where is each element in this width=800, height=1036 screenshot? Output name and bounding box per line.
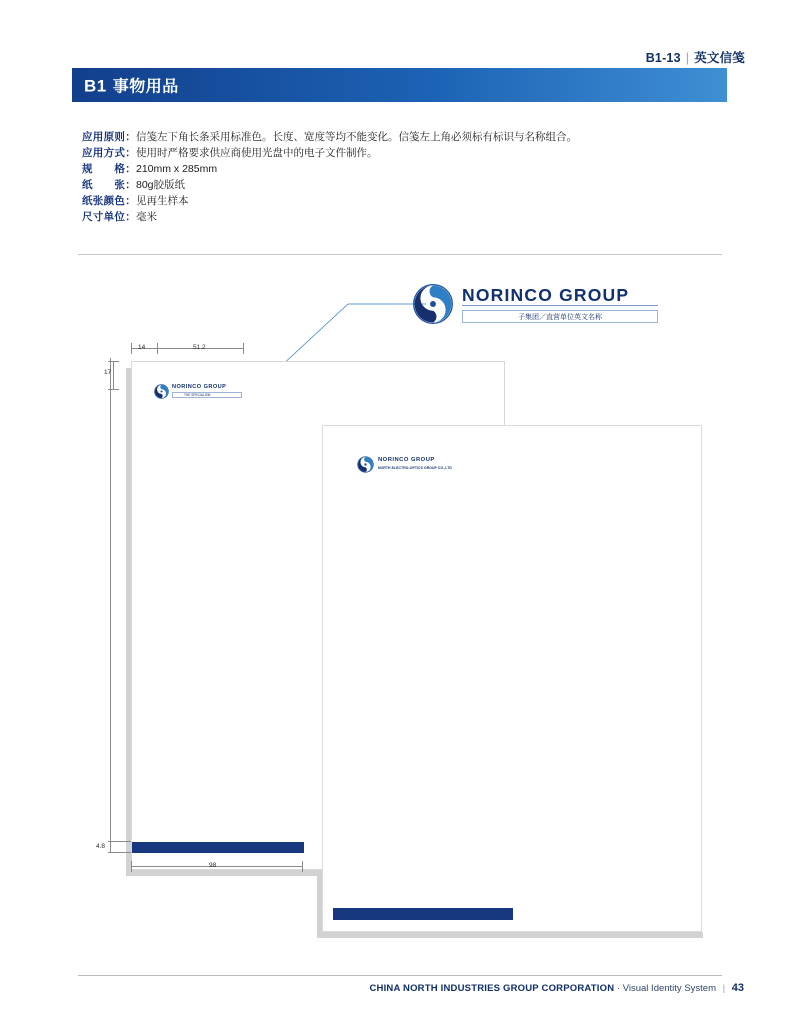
dim-tick: [108, 841, 131, 842]
dim-tick: [108, 389, 119, 390]
spec-label: 应用原则：: [82, 131, 136, 143]
sheet-back-logo: [154, 384, 274, 402]
header-code: B1-13: [645, 51, 681, 65]
footer-separator: |: [722, 983, 726, 994]
sheet-back-logo-subtitle: THE SPECIALISM: [184, 392, 211, 397]
header-section: 英文信笺: [694, 51, 745, 65]
spec-label: 应用方式：: [82, 147, 136, 159]
page-footer: [369, 982, 744, 994]
hero-logo-subtitle-box: [462, 310, 658, 323]
spec-label: 规 格：: [82, 163, 136, 175]
spec-value: 信笺左下角长条采用标准色。长度、宽度等均不能变化。信笺左上角必须标有标识与名称组合。: [136, 131, 577, 143]
sheet-back-logo-name: NORINCO GROUP: [172, 384, 227, 390]
spec-label: 纸张颜色：: [82, 195, 136, 207]
spec-value: 使用时严格要求供应商使用光盘中的电子文件制作。: [136, 147, 378, 159]
dim-tick: [108, 361, 119, 362]
norinco-mark-icon: [412, 283, 454, 325]
spec-label: 尺寸单位：: [82, 211, 136, 223]
spec-value: 毫米: [136, 211, 157, 223]
dim-label-17: 17: [104, 369, 112, 376]
dim-label-4-8: 4.8: [96, 843, 106, 850]
sheet-front-logo-subtitle: NORTH ELECTRO-OPTICS GROUP CO.,LTD: [378, 466, 452, 470]
dim-label-14: 14: [138, 344, 146, 351]
hero-logo-subtitle: 子集团／直营单位英文名称: [518, 313, 602, 321]
hero-logo-underline: [462, 305, 658, 306]
letterhead-sheet-front: [322, 425, 702, 932]
spec-value: 见再生样本: [136, 195, 189, 207]
section-code: B1: [84, 76, 107, 96]
dim-label-51-2: 51.2: [193, 344, 206, 351]
sheet-front-logo-name: NORINCO GROUP: [378, 457, 435, 463]
spec-label: 纸 张：: [82, 179, 136, 191]
sheet-front-logo: [357, 456, 487, 476]
norinco-mark-icon: [154, 384, 169, 399]
footer-page-number: 43: [731, 982, 744, 994]
dim-tick: [302, 861, 303, 872]
dim-tick: [131, 861, 132, 872]
footer-company: CHINA NORTH INDUSTRIES GROUP CORPORATION: [369, 983, 615, 994]
spec-value: 80g胶版纸: [136, 179, 186, 191]
sheet-front-brand-bar: [333, 908, 513, 920]
dim-extension-left: [110, 358, 111, 853]
dim-label-98: 98: [209, 862, 217, 869]
dim-tick: [157, 343, 158, 354]
dim-line-98: [131, 866, 303, 867]
norinco-mark-icon: [357, 456, 374, 473]
dim-line-17: [113, 361, 114, 390]
footer-system: · Visual Identity System: [616, 983, 716, 994]
spec-value: 210mm x 285mm: [136, 163, 218, 175]
dim-tick: [243, 343, 244, 354]
sheet-back-brand-bar: [132, 842, 304, 853]
divider-bottom: [78, 975, 722, 976]
header-separator: |: [685, 51, 690, 65]
sheet-front-shadow-bottom: [317, 932, 703, 938]
hero-logo-name: NORINCO GROUP: [462, 285, 630, 305]
hero-logo-lockup: [412, 283, 672, 333]
dim-line-top: [131, 348, 244, 349]
dim-tick: [108, 852, 131, 853]
section-title-text: 事物用品: [112, 78, 179, 96]
dim-tick: [131, 343, 132, 354]
